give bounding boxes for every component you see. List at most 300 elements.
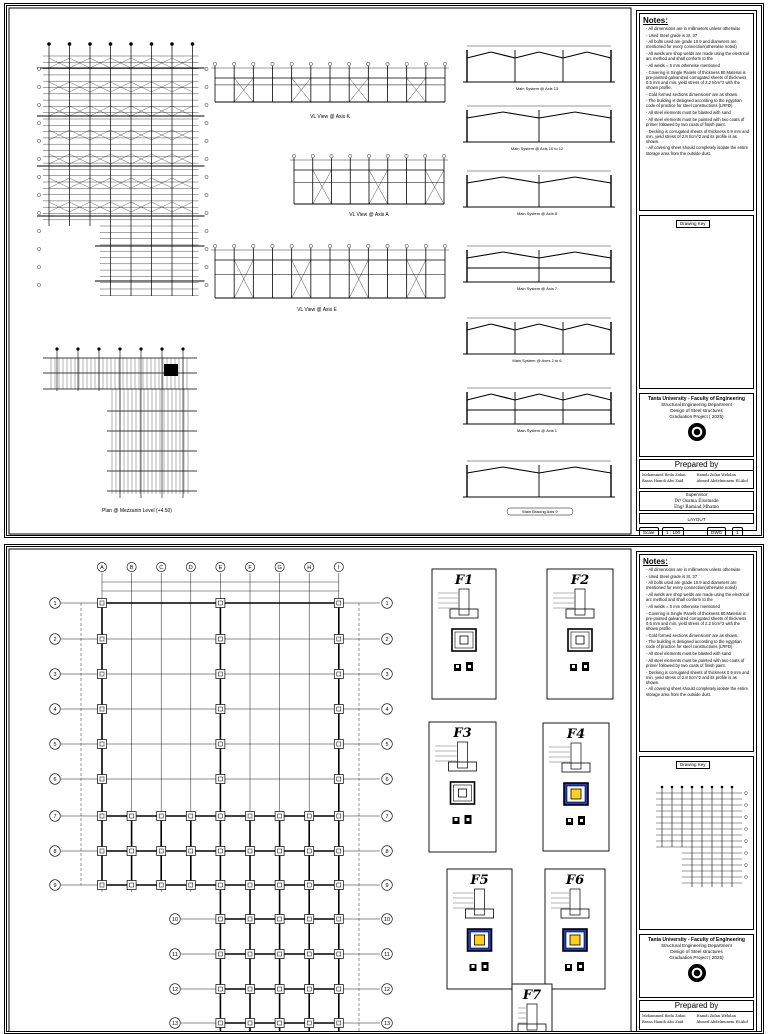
view-title: Main System @ Axis 1 — [516, 428, 558, 433]
main-system-frame — [463, 46, 615, 91]
column-stub-icon — [307, 849, 311, 853]
grid-marker-icon — [442, 154, 445, 157]
column-stub-icon — [337, 707, 341, 711]
course-name: Design of Steel structures — [670, 949, 723, 954]
grid-marker-icon — [37, 247, 40, 250]
grid-marker-icon — [118, 347, 121, 350]
grid-bubble-label: 12 — [383, 986, 391, 993]
anchor-hole-icon — [468, 665, 471, 668]
column-stub-icon — [218, 637, 222, 641]
footing-detail-card — [512, 984, 552, 1034]
rafter-line — [515, 324, 539, 330]
grid-marker-icon — [37, 139, 40, 142]
column-stub-icon — [307, 952, 311, 956]
footing-title: F2 — [570, 573, 590, 588]
rafter-line — [575, 177, 611, 183]
grid-marker-icon — [271, 244, 274, 247]
project-name: Graduation Project ( 2025) — [669, 955, 724, 960]
grid-marker-icon — [691, 786, 694, 789]
university-seal-icon — [688, 423, 706, 441]
grid-marker-icon — [252, 62, 255, 65]
column-stub-icon — [159, 849, 163, 853]
grid-marker-icon — [443, 244, 446, 247]
grid-marker-icon — [205, 193, 208, 196]
grid-bubble-label: 4 — [385, 706, 389, 713]
grid-marker-icon — [367, 62, 370, 65]
rafter-line — [539, 394, 563, 400]
column-stub-icon — [248, 814, 252, 818]
rafter-line — [539, 112, 575, 118]
grid-bubble-label: 10 — [171, 916, 179, 923]
grid-bubble-label: 7 — [385, 813, 389, 820]
grid-bubble-label: D — [188, 564, 193, 571]
student-name: Ahmed Abdelmunem ELAbd — [696, 1020, 748, 1024]
grid-marker-icon — [181, 347, 184, 350]
grid-marker-icon — [347, 62, 350, 65]
note-item: - All bolts used are grade 10.9 and diameters are mentioned for every connection(otherwise noted) — [646, 580, 750, 590]
grid-marker-icon — [205, 157, 208, 160]
stair-opening-icon — [164, 364, 178, 376]
grid-marker-icon — [37, 193, 40, 196]
main-system-frame — [463, 106, 615, 151]
grid-marker-icon — [232, 62, 235, 65]
column-stub-icon — [337, 1021, 341, 1025]
column-stub-icon — [218, 883, 222, 887]
grid-marker-icon — [37, 283, 40, 286]
foundation-plan — [50, 562, 393, 1032]
column-stub-icon — [248, 952, 252, 956]
rafter-line — [515, 394, 539, 400]
column-stub-icon — [337, 883, 341, 887]
grid-marker-icon — [349, 154, 352, 157]
layout-sheet — [4, 3, 764, 538]
grid-bubble-label: G — [277, 564, 282, 571]
grid-marker-icon — [731, 786, 734, 789]
column-stub-icon — [218, 917, 222, 921]
rafter-line — [539, 52, 563, 58]
grid-marker-icon — [76, 347, 79, 350]
vl-view-axis-a — [290, 154, 448, 204]
grid-marker-icon — [213, 244, 216, 247]
column-stub-icon — [248, 917, 252, 921]
column-stub-icon — [218, 777, 222, 781]
column-stub-icon — [159, 814, 163, 818]
grid-marker-icon — [745, 876, 748, 879]
grid-marker-icon — [386, 154, 389, 157]
rafter-line — [575, 467, 611, 473]
grid-bubble-label: E — [218, 564, 223, 571]
grid-bubble-label: 2 — [385, 636, 389, 643]
university-panel — [639, 934, 754, 998]
grid-marker-icon — [367, 244, 370, 247]
grid-bubble-label: 9 — [53, 882, 57, 889]
grid-marker-icon — [205, 85, 208, 88]
rafter-line — [491, 394, 515, 400]
base-plate-icon — [570, 935, 580, 945]
supervisor-name: Dr/ Osama Elsomsde — [674, 498, 719, 503]
footing-title: F4 — [566, 727, 586, 742]
grid-marker-icon — [711, 786, 714, 789]
notes-list — [643, 26, 750, 156]
grid-marker-icon — [745, 840, 748, 843]
grid-marker-icon — [205, 67, 208, 70]
notes-panel — [639, 554, 754, 752]
rafter-line — [575, 112, 611, 118]
column-stub-icon — [100, 707, 104, 711]
column-stub-icon — [218, 987, 222, 991]
column-stub-icon — [337, 952, 341, 956]
grid-bubble-label: 3 — [53, 671, 57, 678]
grid-bubble-label: 3 — [385, 671, 389, 678]
grid-marker-icon — [232, 244, 235, 247]
department-name: Structural Engineering Department — [661, 943, 732, 948]
column-stub-icon — [337, 777, 341, 781]
grid-bubble-label: 11 — [172, 951, 178, 958]
column-stub-icon — [248, 849, 252, 853]
grid-bubble-label: 6 — [53, 776, 57, 783]
rafter-line — [539, 252, 575, 258]
university-name: Tanta University - Faculty of Engineering — [648, 937, 745, 943]
column-stub-icon — [100, 672, 104, 676]
anchor-hole-icon — [584, 665, 587, 668]
column-stub-icon — [218, 672, 222, 676]
view-title: Main System @ Axis 13 — [515, 86, 559, 91]
column-stub-icon — [189, 849, 193, 853]
anchor-hole-icon — [568, 819, 571, 822]
grid-marker-icon — [671, 786, 674, 789]
grid-marker-icon — [205, 283, 208, 286]
rafter-line — [587, 324, 611, 330]
grid-marker-icon — [252, 244, 255, 247]
grid-marker-icon — [68, 42, 72, 46]
main-system-frame — [463, 318, 615, 363]
note-item: - All steel elements must be painted with two coats of primer followed by two coats of finish paint. — [646, 117, 750, 127]
grid-marker-icon — [745, 852, 748, 855]
grid-marker-icon — [405, 244, 408, 247]
note-item: - The building is designed according to the egyptian code of practice for steel constructions (LRFD) — [646, 98, 750, 108]
student-name: Hamdi Zidan Wehdan — [696, 1014, 736, 1018]
column-stub-icon — [100, 777, 104, 781]
column-stub-icon — [307, 883, 311, 887]
grid-marker-icon — [405, 154, 408, 157]
footing-title: F1 — [454, 573, 474, 588]
layout-drawing — [7, 6, 635, 536]
column-stub-icon — [278, 917, 282, 921]
main-system-frame — [463, 461, 615, 515]
footing-plan-inner — [455, 632, 473, 648]
grid-marker-icon — [205, 247, 208, 250]
key-plan — [656, 786, 747, 887]
column-stub-icon — [100, 849, 104, 853]
view-title: Main Bracing Axis 9 — [522, 509, 558, 514]
anchor-hole-icon — [567, 965, 570, 968]
grid-marker-icon — [37, 175, 40, 178]
column-stub-icon — [218, 952, 222, 956]
grid-marker-icon — [424, 154, 427, 157]
grid-bubble-label: A — [100, 564, 104, 571]
column-stub-icon — [278, 814, 282, 818]
grid-marker-icon — [205, 103, 208, 106]
anchor-hole-icon — [572, 665, 575, 668]
column-stub-icon — [337, 814, 341, 818]
grid-marker-icon — [271, 62, 274, 65]
key-plan-icon — [640, 757, 757, 927]
column-stub-icon — [218, 1021, 222, 1025]
note-item: - Used Steel grade is St. 37 — [646, 574, 750, 579]
note-item: - All welds = 5 mm otherwise mentioned — [646, 604, 750, 609]
footing-plan-inner — [571, 632, 589, 648]
student-name: Ahmed Abdelmunem ELAbd — [696, 479, 748, 483]
column-stub-icon — [189, 883, 193, 887]
prepared-by-panel — [639, 459, 754, 489]
rafter-line — [563, 394, 587, 400]
note-item: - Decking is corrugated sheets of thickness 0.9 mm and min. yield stress of 2.8 t/cm^2 and its profile is as shown. — [646, 670, 750, 685]
note-item: - All welds are shop welds are made using the electrical arc method and shall conform to the — [646, 51, 750, 61]
view-title: Main System @ Axis 10 to 12 — [510, 146, 564, 151]
project-name: Graduation Project ( 2025) — [669, 414, 724, 419]
grid-marker-icon — [424, 62, 427, 65]
university-panel — [639, 393, 754, 457]
column-stub-icon — [100, 883, 104, 887]
sheet-title: LAYOUT — [639, 513, 754, 524]
grid-marker-icon — [97, 347, 100, 350]
column-stub-icon — [218, 742, 222, 746]
column-stub-icon — [248, 883, 252, 887]
drawing-key-title: Drawing Key — [676, 761, 710, 769]
note-item: - Decking is corrugated sheets of thickness 0.9 mm and min. yield stress of 2.8 t/cm^2 and its profile is as shown. — [646, 129, 750, 144]
view-title: Plan @ Mezzanin Level (+4.50) — [102, 508, 172, 514]
column-stub-icon — [218, 814, 222, 818]
grid-marker-icon — [721, 786, 724, 789]
grid-bubble-label: B — [129, 564, 134, 571]
department-name: Structural Engineering Department — [661, 402, 732, 407]
view-title: Main System @ Axes 2 to 6 — [512, 358, 562, 363]
grid-bubble-label: 6 — [385, 776, 389, 783]
column-stub-icon — [100, 814, 104, 818]
grid-marker-icon — [309, 244, 312, 247]
note-item: - Covering is Single Panels of thickness 80.Material is pre-pointed galvanized corrugated sheets of thickness 0.5 mm and min. yield stress of 2.2 t/cm^2 with the shown profile. — [646, 611, 750, 631]
grid-marker-icon — [37, 103, 40, 106]
grid-bubble-label: F — [248, 564, 252, 571]
grid-marker-icon — [311, 154, 314, 157]
student-name: Hamdi Zidan Wehdan — [696, 473, 736, 477]
grid-bubble-label: 12 — [171, 986, 179, 993]
view-title: VL View @ Axis E — [297, 307, 337, 313]
note-item: - All welds are shop welds are made using the electrical arc method and shall conform to the — [646, 592, 750, 602]
rafter-line — [467, 52, 491, 58]
grid-marker-icon — [37, 265, 40, 268]
main-system-frame — [463, 171, 615, 216]
grid-marker-icon — [213, 62, 216, 65]
grid-bubble-label: C — [159, 564, 164, 571]
course-name: Design of Steel structures — [670, 408, 723, 413]
grid-marker-icon — [424, 244, 427, 247]
prepared-by-title: Prepared by — [640, 1001, 753, 1012]
footing-detail-card — [429, 722, 496, 852]
column-stub-icon — [130, 814, 134, 818]
column-stub-icon — [337, 849, 341, 853]
rafter-line — [515, 52, 539, 58]
grid-marker-icon — [37, 121, 40, 124]
vl-view-axis-k — [211, 62, 449, 102]
grid-marker-icon — [367, 154, 370, 157]
grid-bubble-label: 13 — [383, 1020, 391, 1027]
note-item: - Covering is Single Panels of thickness 80.Material is pre-pointed galvanized corrugated sheets of thickness 0.5 mm and min. yield stress of 2.2 t/cm^2 with the shown profile. — [646, 70, 750, 90]
footing-title: F5 — [470, 873, 489, 888]
grid-bubble-label: 11 — [384, 951, 390, 958]
note-item: - All steel elements must be blasted with sand — [646, 110, 750, 115]
anchor-hole-icon — [455, 818, 458, 821]
column-stub-icon — [278, 952, 282, 956]
footing-title: F6 — [565, 873, 585, 888]
grid-marker-icon — [661, 786, 664, 789]
column-stub-icon — [337, 742, 341, 746]
note-item: - The building is designed according to the egyptian code of practice for steel constructions (LRFD) — [646, 639, 750, 649]
column-stub-icon — [278, 1021, 282, 1025]
view-title: VL View @ Axis A — [349, 212, 389, 218]
grid-bubble-label: 5 — [385, 741, 389, 748]
scale-value: 1 : 100 — [662, 527, 684, 538]
footing-detail-card — [432, 569, 496, 699]
student-name: Bassa Hamdi Abo Zaid — [642, 479, 684, 483]
grid-marker-icon — [745, 816, 748, 819]
university-name: Tanta University - Faculty of Engineering — [648, 396, 745, 402]
rafter-line — [503, 252, 539, 258]
grid-bubble-label: 8 — [53, 848, 57, 855]
note-item: - All covering sheet should completely isolate the entire storage area from the outside dust. — [646, 145, 750, 155]
grid-marker-icon — [37, 229, 40, 232]
rafter-line — [467, 324, 491, 330]
view-title: Main System @ Axis 8 — [516, 211, 558, 216]
grid-bubble-label: 5 — [53, 741, 57, 748]
rafter-line — [467, 252, 503, 258]
student-name: Bassa Hamdi Abo Zaid — [642, 1020, 684, 1024]
grid-bubble-label: 7 — [53, 813, 57, 820]
column-stub-icon — [218, 849, 222, 853]
grid-marker-icon — [37, 85, 40, 88]
rafter-line — [539, 467, 575, 473]
grid-marker-icon — [701, 786, 704, 789]
prepared-by-title: Prepared by — [640, 460, 753, 471]
scale-row — [639, 526, 754, 538]
grid-bubble-label: 9 — [385, 882, 389, 889]
rafter-line — [491, 324, 515, 330]
note-item: - Cold formed sections dimensions' are as shown. — [646, 633, 750, 638]
column-stub-icon — [218, 707, 222, 711]
rafter-line — [587, 394, 611, 400]
grid-bubble-label: 10 — [383, 916, 391, 923]
column-stub-icon — [248, 987, 252, 991]
grid-marker-icon — [88, 42, 92, 46]
grid-marker-icon — [347, 244, 350, 247]
column-stub-icon — [337, 987, 341, 991]
anchor-hole-icon — [472, 965, 475, 968]
grid-marker-icon — [745, 792, 748, 795]
grid-bubble-label: 4 — [53, 706, 57, 713]
rafter-line — [467, 467, 503, 473]
drawing-key-title: Drawing Key — [676, 220, 710, 228]
grid-marker-icon — [37, 211, 40, 214]
column-stub-icon — [337, 637, 341, 641]
column-stub-icon — [337, 601, 341, 605]
grid-marker-icon — [309, 62, 312, 65]
column-stub-icon — [159, 883, 163, 887]
column-stub-icon — [337, 917, 341, 921]
column-stub-icon — [307, 917, 311, 921]
anchor-hole-icon — [579, 965, 582, 968]
rafter-line — [503, 177, 539, 183]
grid-marker-icon — [37, 67, 40, 70]
supervisor-label: Supervisor — [685, 492, 708, 497]
grid-marker-icon — [47, 42, 51, 46]
note-item: - All covering sheet should completely isolate the entire storage area from the outside dust. — [646, 686, 750, 696]
prepared-by-panel — [639, 1000, 754, 1030]
grid-marker-icon — [205, 175, 208, 178]
notes-list — [643, 567, 750, 697]
anchor-hole-icon — [580, 819, 583, 822]
notes-panel — [639, 13, 754, 211]
note-item: - All welds = 5 mm otherwise mentioned — [646, 63, 750, 68]
grid-marker-icon — [681, 786, 684, 789]
supervisor-panel — [639, 491, 754, 511]
grid-bubble-label: 13 — [171, 1020, 179, 1027]
base-plate-icon — [475, 935, 485, 945]
note-item: - All steel elements must be blasted with sand — [646, 651, 750, 656]
grid-marker-icon — [205, 229, 208, 232]
grid-marker-icon — [328, 62, 331, 65]
column-stub-icon — [100, 637, 104, 641]
footing-title: F3 — [453, 726, 472, 741]
drawing-key-panel — [639, 215, 754, 389]
grid-marker-icon — [205, 211, 208, 214]
column-stub-icon — [307, 814, 311, 818]
note-item: - All dimensions are in millimeters unless otherwise — [646, 26, 750, 31]
title-block — [636, 10, 757, 535]
column-stub-icon — [278, 987, 282, 991]
grid-bubble-label: 1 — [53, 600, 57, 607]
grid-marker-icon — [745, 864, 748, 867]
view-title: Main System @ Axis 7 — [516, 286, 558, 291]
footing-title: F7 — [522, 988, 542, 1003]
rafter-line — [491, 52, 515, 58]
grid-marker-icon — [55, 347, 58, 350]
grid-marker-icon — [405, 62, 408, 65]
column-stub-icon — [100, 601, 104, 605]
rafter-line — [563, 324, 587, 330]
grid-marker-icon — [745, 804, 748, 807]
grid-marker-icon — [109, 42, 113, 46]
grid-marker-icon — [170, 42, 174, 46]
supervisor-name: Eng/ Ramiad Mhamo — [674, 504, 719, 509]
university-seal-icon — [688, 964, 706, 982]
grid-marker-icon — [290, 244, 293, 247]
anchor-hole-icon — [484, 965, 487, 968]
rafter-line — [539, 177, 575, 183]
rafter-line — [467, 394, 491, 400]
anchor-hole-icon — [467, 818, 470, 821]
student-name: Mohammed Reda Zidan — [642, 1014, 686, 1018]
note-item: - All steel elements must be painted with two coats of primer followed by two coats of finish paint. — [646, 658, 750, 668]
note-item: - All bolts used are grade 10.9 and diameters are mentioned for every connection(otherwise noted) — [646, 39, 750, 49]
footing-detail-card — [547, 569, 613, 699]
column-stub-icon — [278, 883, 282, 887]
grid-marker-icon — [745, 828, 748, 831]
footing-detail-card — [447, 869, 512, 989]
grid-bubble-label: I — [338, 564, 340, 571]
base-plate-icon — [571, 789, 581, 799]
grid-marker-icon — [191, 42, 195, 46]
column-stub-icon — [307, 1021, 311, 1025]
